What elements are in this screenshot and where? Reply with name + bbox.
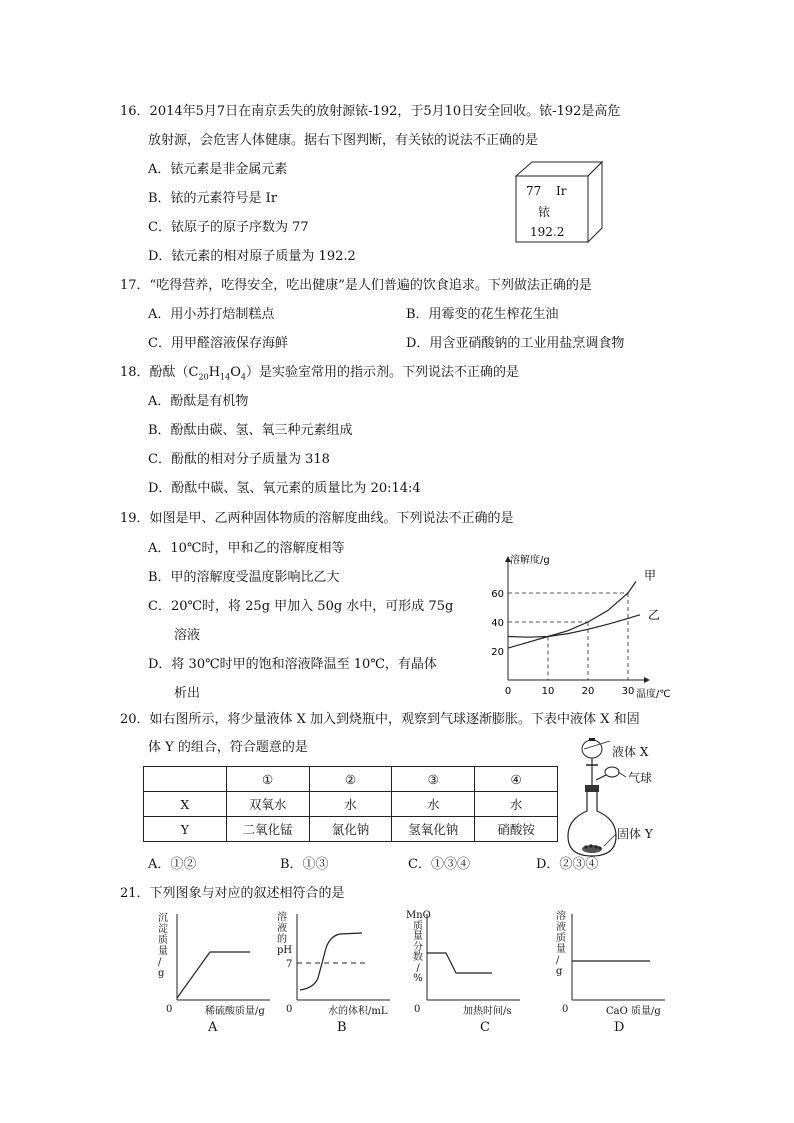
q20-option-a: A．①②: [148, 857, 197, 872]
table-cell: 水: [475, 792, 558, 817]
q16-option-d: D．铱元素的相对原子质量为 192.2: [148, 249, 356, 264]
series-label: 甲: [644, 568, 657, 583]
table-cell: X: [144, 792, 227, 817]
ylabel-char: 沉: [158, 913, 168, 924]
ylabel-char: 液: [277, 923, 287, 934]
ylabel-char: 数: [413, 952, 423, 963]
table-row: [144, 792, 558, 817]
q19-option-b: B．甲的溶解度受温度影响比乙大: [148, 570, 340, 585]
y-tick-label: 40: [491, 618, 504, 629]
graph-c-letter: C: [480, 1020, 490, 1035]
table-cell: 氯化钠: [309, 817, 392, 842]
graph-a-origin: 0: [166, 1004, 173, 1015]
q18-stem-start: 18．酚酞（C: [120, 365, 199, 380]
q20-option-d: D．②③④: [536, 857, 599, 872]
table-cell: [144, 767, 227, 792]
ylabel-char: /: [158, 957, 162, 968]
series-line-yi: [508, 615, 640, 637]
graph-a-xlabel: 稀硫酸质量/g: [205, 1006, 265, 1017]
table-cell: ③: [392, 767, 475, 792]
element-symbol: Ir: [556, 184, 567, 198]
y-tick-label: 60: [491, 589, 504, 600]
label-liquid-x: 液体 X: [612, 745, 649, 759]
graph-a-letter: A: [208, 1020, 218, 1035]
table-cell: 二氧化锰: [226, 817, 309, 842]
table-cell: 水: [392, 792, 475, 817]
ylabel-char: 质: [556, 933, 566, 944]
q17-stem: 17．“吃得营养，吃得安全，吃出健康”是人们普遍的饮食追求。下列做法正确的是: [120, 278, 592, 293]
formula-sub-c: 20: [198, 372, 209, 382]
q19-option-d-line2: 析出: [174, 686, 201, 701]
x-tick-label: 10: [541, 686, 555, 697]
x-axis-label: 温度/℃: [636, 689, 671, 700]
q18-option-a: A．酚酞是有机物: [148, 394, 249, 409]
graph-d-origin: 0: [562, 1004, 569, 1015]
graph-c-origin: 0: [414, 1004, 421, 1015]
table-cell: 硝酸铵: [475, 817, 558, 842]
table-cell: ②: [309, 767, 392, 792]
q20-stem-line2: 体 Y 的组合，符合题意的是: [148, 740, 308, 755]
q18-stem: [120, 365, 519, 386]
x-tick-label: 20: [581, 686, 595, 697]
q16-option-b: B．铱的元素符号是 Ir: [148, 191, 278, 206]
ylabel-char: g: [158, 968, 165, 979]
graph-b-letter: B: [337, 1020, 347, 1035]
q16-stem-line1: 16．2014年5月7日在南京丢失的放射源铱-192，于5月10日安全回收。铱-192是高危: [120, 104, 621, 119]
q20-option-b: B．①③: [280, 857, 329, 872]
ylabel-char: g: [556, 966, 563, 977]
q19-option-c-line1: C．20℃时，将 25g 甲加入 50g 水中，可形成 75g: [148, 599, 454, 614]
ylabel-char: 液: [556, 922, 566, 933]
formula-h: H: [208, 365, 221, 380]
element-atomic-mass: 192.2: [530, 225, 565, 239]
graph-b-mark-7: 7: [286, 959, 293, 970]
q16-option-c: C．铱原子的原子序数为 77: [148, 220, 309, 235]
graph-d-letter: D: [614, 1020, 625, 1035]
q19-option-a: A．10℃时，甲和乙的溶解度相等: [148, 541, 345, 556]
q20-option-c: C．①③④: [408, 857, 470, 872]
x-axis-arrow: [644, 677, 650, 683]
table-row: [144, 767, 558, 792]
q19-stem: 19．如图是甲、乙两种固体物质的溶解度曲线。下列说法不正确的是: [120, 511, 514, 526]
label-solid-y: 固体 Y: [617, 827, 653, 841]
ylabel-char: 淀: [158, 924, 168, 935]
series-line-jia: [508, 581, 636, 648]
ylabel-char: /: [556, 955, 560, 966]
element-name: 铱: [538, 205, 551, 219]
formula-sub-o: 4: [240, 372, 246, 382]
q18-option-c: C．酚酞的相对分子质量为 318: [148, 452, 330, 467]
q20-stem-line1: 20．如右图所示，将少量液体 X 加入到烧瓶中，观察到气球逐渐膨胀。下表中液体 X 和固: [120, 712, 640, 727]
x-tick-label: 0: [504, 686, 512, 697]
graph-d-xlabel: CaO 质量/g: [606, 1006, 661, 1017]
y-axis-label: 溶解度/g: [510, 555, 550, 566]
table-row: [144, 817, 558, 842]
ylabel-char: pH: [277, 945, 293, 956]
graph-d-ylabel: [556, 911, 568, 977]
element-atomic-number: 77: [526, 184, 542, 198]
ylabel-char: 量: [413, 931, 423, 942]
q17-option-c: C．用甲醛溶液保存海鲜: [148, 336, 288, 351]
solubility-chart: [490, 548, 670, 698]
ylabel-char: 溶: [556, 911, 566, 922]
table-cell: 氢氧化钠: [392, 817, 475, 842]
table-cell: Y: [144, 817, 227, 842]
q19-option-d-line1: D．将 30℃时甲的饱和溶液降温至 10℃，有晶体: [148, 657, 437, 672]
ylabel-char: 质: [413, 920, 423, 932]
q17-option-a: A．用小苏打焙制糕点: [148, 307, 275, 322]
graph-c-ylabel: [406, 911, 430, 985]
ylabel-char: 溶: [277, 912, 287, 923]
ylabel-char: %: [413, 973, 423, 984]
y-tick-label: 20: [491, 647, 504, 658]
ylabel-char: /: [416, 962, 420, 974]
ylabel-char: 质: [158, 935, 168, 946]
graph-b-ylabel: [277, 912, 293, 956]
x-tick-label: 30: [621, 686, 635, 697]
table-cell: ①: [226, 767, 309, 792]
table-cell: 双氧水: [226, 792, 309, 817]
q18-option-b: B．酚酞由碳、氢、氧三种元素组成: [148, 423, 353, 438]
formula-sub-h: 14: [220, 372, 231, 382]
graph-b-xlabel: 水的体积/mL: [328, 1006, 388, 1017]
label-balloon: 气球: [628, 771, 653, 785]
q17-option-b: B．用霉变的花生榨花生油: [406, 307, 559, 322]
q16-option-a: A．铱元素是非金属元素: [148, 162, 288, 177]
graph-a-ylabel: [158, 913, 170, 979]
q16-stem-line2: 放射源，会危害人体健康。据右下图判断，有关铱的说法不正确的是: [148, 133, 539, 148]
q21-stem: 21．下列图象与对应的叙述相符合的是: [120, 886, 345, 901]
q18-option-d: D．酚酞中碳、氢、氧元素的质量比为 20:14:4: [148, 481, 421, 496]
q19-option-c-line2: 溶液: [174, 628, 201, 643]
ylabel-char: 量: [158, 946, 168, 957]
table-cell: 水: [309, 792, 392, 817]
q18-stem-end: ）是实验室常用的指示剂。下列说法不正确的是: [245, 365, 519, 380]
formula-o: O: [230, 365, 241, 380]
q17-option-d: D．用含亚硝酸钠的工业用盐烹调食物: [406, 336, 625, 351]
q20-table: [143, 766, 558, 842]
series-label: 乙: [648, 607, 661, 622]
ylabel-char: 的: [277, 934, 287, 945]
ylabel-char: 量: [556, 944, 566, 955]
graph-b-origin: 0: [286, 1004, 293, 1015]
graph-c-xlabel: 加热时间/s: [463, 1006, 512, 1017]
ylabel-char: 分: [413, 941, 423, 953]
table-cell: ④: [475, 767, 558, 792]
ylabel-char: MnO: [406, 910, 431, 921]
